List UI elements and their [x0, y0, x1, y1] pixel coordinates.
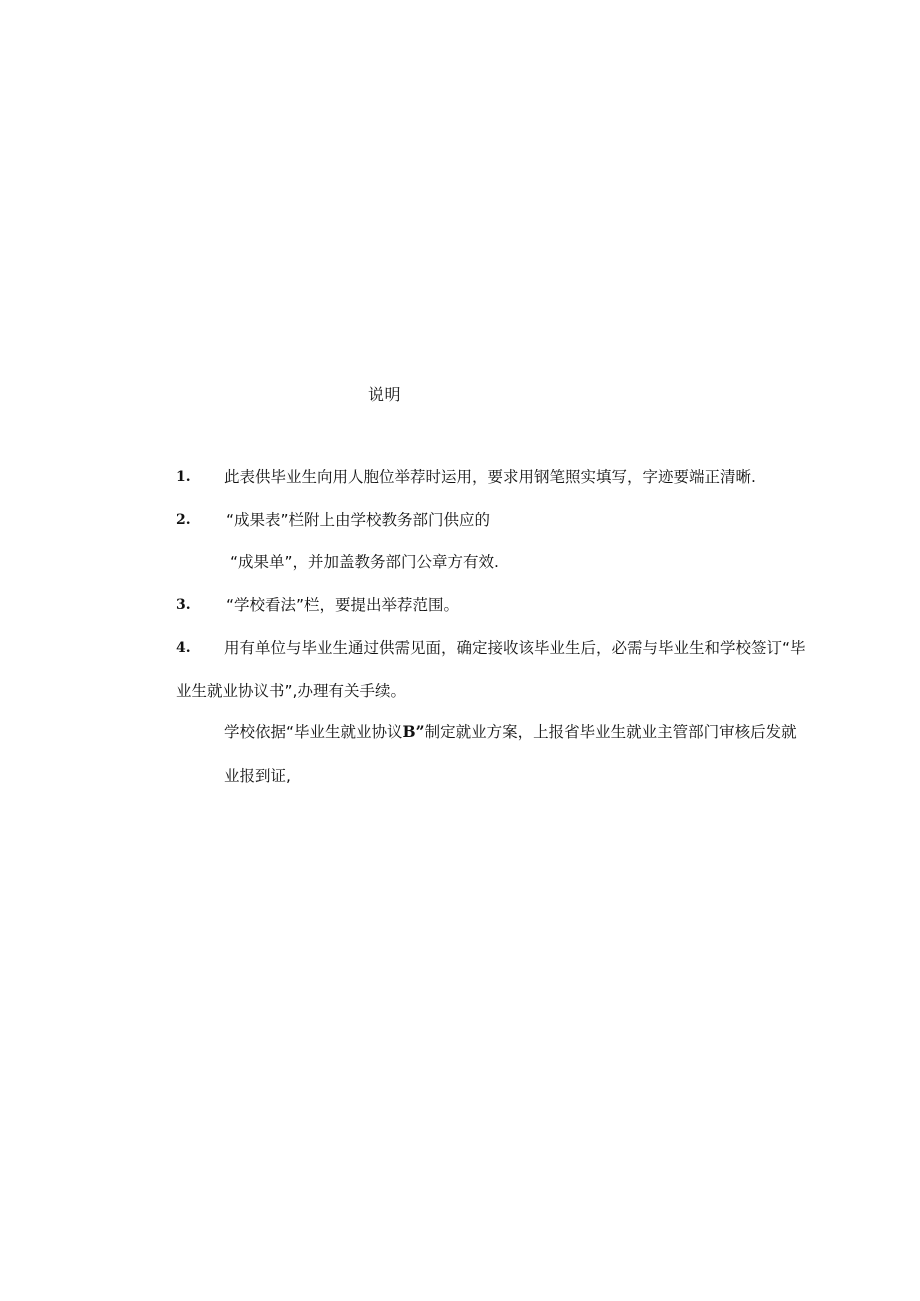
item-3-line-1: “学校看法”栏，要提出举荐范围。: [226, 596, 460, 614]
final-paragraph-text-a: 学校依据“毕业生就业协议: [224, 723, 403, 741]
final-paragraph-line-1: [224, 721, 797, 743]
item-number-1: 1.: [176, 469, 191, 485]
document-title: 说明: [368, 385, 402, 404]
item-4-line-2: 业生就业协议书”,办理有关手续。: [176, 682, 406, 700]
final-paragraph-line-2: 业报到证,: [224, 767, 291, 785]
item-number-3: 3.: [176, 597, 191, 613]
item-4-line-1: 用有单位与毕业生通过供需见面，确定接收该毕业生后，必需与毕业生和学校签订“毕: [224, 639, 806, 657]
item-1-line-1: 此表供毕业生向用人胞位举荐时运用，要求用钢笔照实填写，字迹要端正清晰.: [224, 468, 756, 486]
item-2-line-1: “成果表”栏附上由学校教务部门供应的: [226, 511, 491, 529]
item-number-4: 4.: [176, 640, 191, 656]
final-paragraph-text-b: B”: [402, 722, 425, 741]
final-paragraph-text-c: 制定就业方案，上报省毕业生就业主管部门审核后发就: [424, 723, 797, 741]
item-2-line-2: “成果单”，并加盖教务部门公章方有效.: [230, 553, 499, 571]
item-number-2: 2.: [176, 512, 191, 528]
